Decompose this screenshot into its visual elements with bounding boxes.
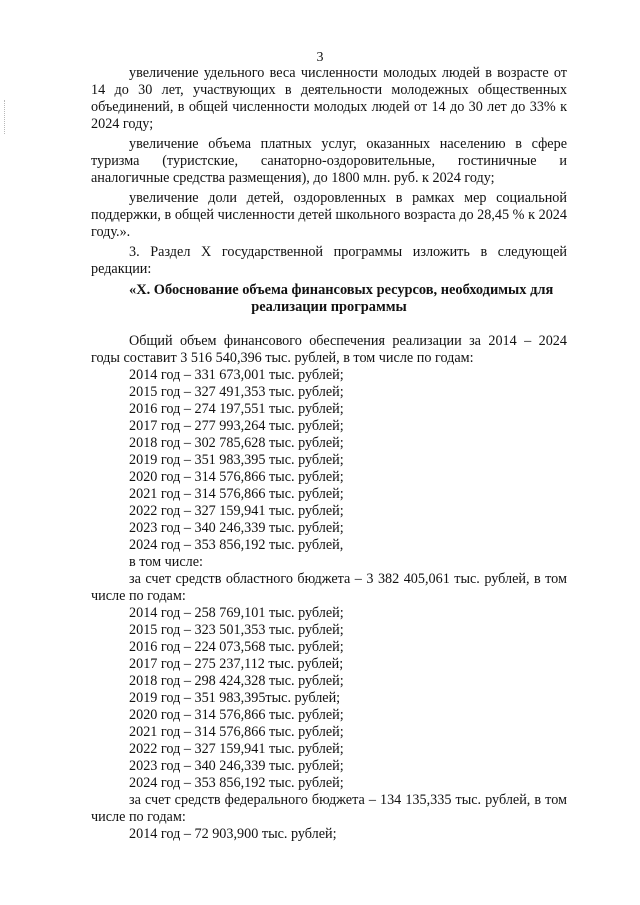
list-item: 2015 год – 323 501,353 тыс. рублей; bbox=[129, 622, 344, 638]
list-item: 2020 год – 314 576,866 тыс. рублей; bbox=[129, 707, 344, 723]
list-item: 2024 год – 353 856,192 тыс. рублей; bbox=[129, 775, 344, 791]
list-item: 2023 год – 340 246,339 тыс. рублей; bbox=[129, 520, 344, 536]
paragraph-total-intro: Общий объем финансового обеспечения реализации за 2014 – 2024 годы составит 3 516 540,396 тыс. рублей, в том числе по годам: bbox=[91, 333, 567, 366]
list-item: 2018 год – 302 785,628 тыс. рублей; bbox=[129, 435, 344, 451]
paragraph-tourism-services: увеличение объема платных услуг, оказанных населению в сфере туризма (туристские, санаторно-оздоровительные, гостиничные и аналогичные средства размещения), до 1800 млн. руб. к 2024 году; bbox=[91, 136, 567, 186]
list-item: 2021 год – 314 576,866 тыс. рублей; bbox=[129, 486, 344, 502]
total-by-year-list bbox=[91, 367, 567, 554]
page-number: 3 bbox=[316, 50, 324, 65]
including-label: в том числе: bbox=[129, 554, 203, 570]
paragraph-regional-intro: за счет средств областного бюджета – 3 382 405,061 тыс. рублей, в том числе по годам: bbox=[91, 571, 567, 604]
list-item: 2024 год – 353 856,192 тыс. рублей, bbox=[129, 537, 344, 553]
list-item: 2019 год – 351 983,395 тыс. рублей; bbox=[129, 452, 344, 468]
paragraph-federal-intro: за счет средств федерального бюджета – 134 135,335 тыс. рублей, в том числе по годам: bbox=[91, 792, 567, 825]
list-item: 2022 год – 327 159,941 тыс. рублей; bbox=[129, 503, 344, 519]
section-heading-line-2: реализации программы bbox=[251, 299, 407, 315]
list-item: 2021 год – 314 576,866 тыс. рублей; bbox=[129, 724, 344, 740]
list-item: 2014 год – 72 903,900 тыс. рублей; bbox=[129, 826, 337, 842]
list-item: 2023 год – 340 246,339 тыс. рублей; bbox=[129, 758, 344, 774]
list-item: 2014 год – 258 769,101 тыс. рублей; bbox=[129, 605, 344, 621]
list-item: 2016 год – 224 073,568 тыс. рублей; bbox=[129, 639, 344, 655]
paragraph-children-recovery: увеличение доли детей, оздоровленных в рамках мер социальной поддержки, в общей численности детей школьного возраста до 28,45 % к 2024 году.». bbox=[91, 190, 567, 240]
scan-margin-mark bbox=[4, 100, 7, 134]
list-item: 2017 год – 275 237,112 тыс. рублей; bbox=[129, 656, 344, 672]
regional-by-year-list bbox=[91, 605, 567, 792]
paragraph-youth-share: увеличение удельного веса численности молодых людей в возрасте от 14 до 30 лет, участвующих в деятельности молодежных общественных объединений, в общей численности молодых людей от 14 до 30 лет до 33% к 2024 году; bbox=[91, 65, 567, 132]
list-item: 2015 год – 327 491,353 тыс. рублей; bbox=[129, 384, 344, 400]
section-heading-line-1: «X. Обоснование объема финансовых ресурсов, необходимых для bbox=[129, 282, 554, 298]
list-item: 2022 год – 327 159,941 тыс. рублей; bbox=[129, 741, 344, 757]
blank-line bbox=[91, 316, 567, 333]
federal-by-year-list bbox=[91, 826, 567, 843]
list-item: 2017 год – 277 993,264 тыс. рублей; bbox=[129, 418, 344, 434]
list-item: 2018 год – 298 424,328 тыс. рублей; bbox=[129, 673, 344, 689]
list-item: 2016 год – 274 197,551 тыс. рублей; bbox=[129, 401, 344, 417]
document-body bbox=[91, 65, 567, 843]
paragraph-section-amendment: 3. Раздел X государственной программы изложить в следующей редакции: bbox=[91, 244, 567, 277]
list-item: 2020 год – 314 576,866 тыс. рублей; bbox=[129, 469, 344, 485]
list-item: 2014 год – 331 673,001 тыс. рублей; bbox=[129, 367, 344, 383]
list-item: 2019 год – 351 983,395тыс. рублей; bbox=[129, 690, 341, 706]
